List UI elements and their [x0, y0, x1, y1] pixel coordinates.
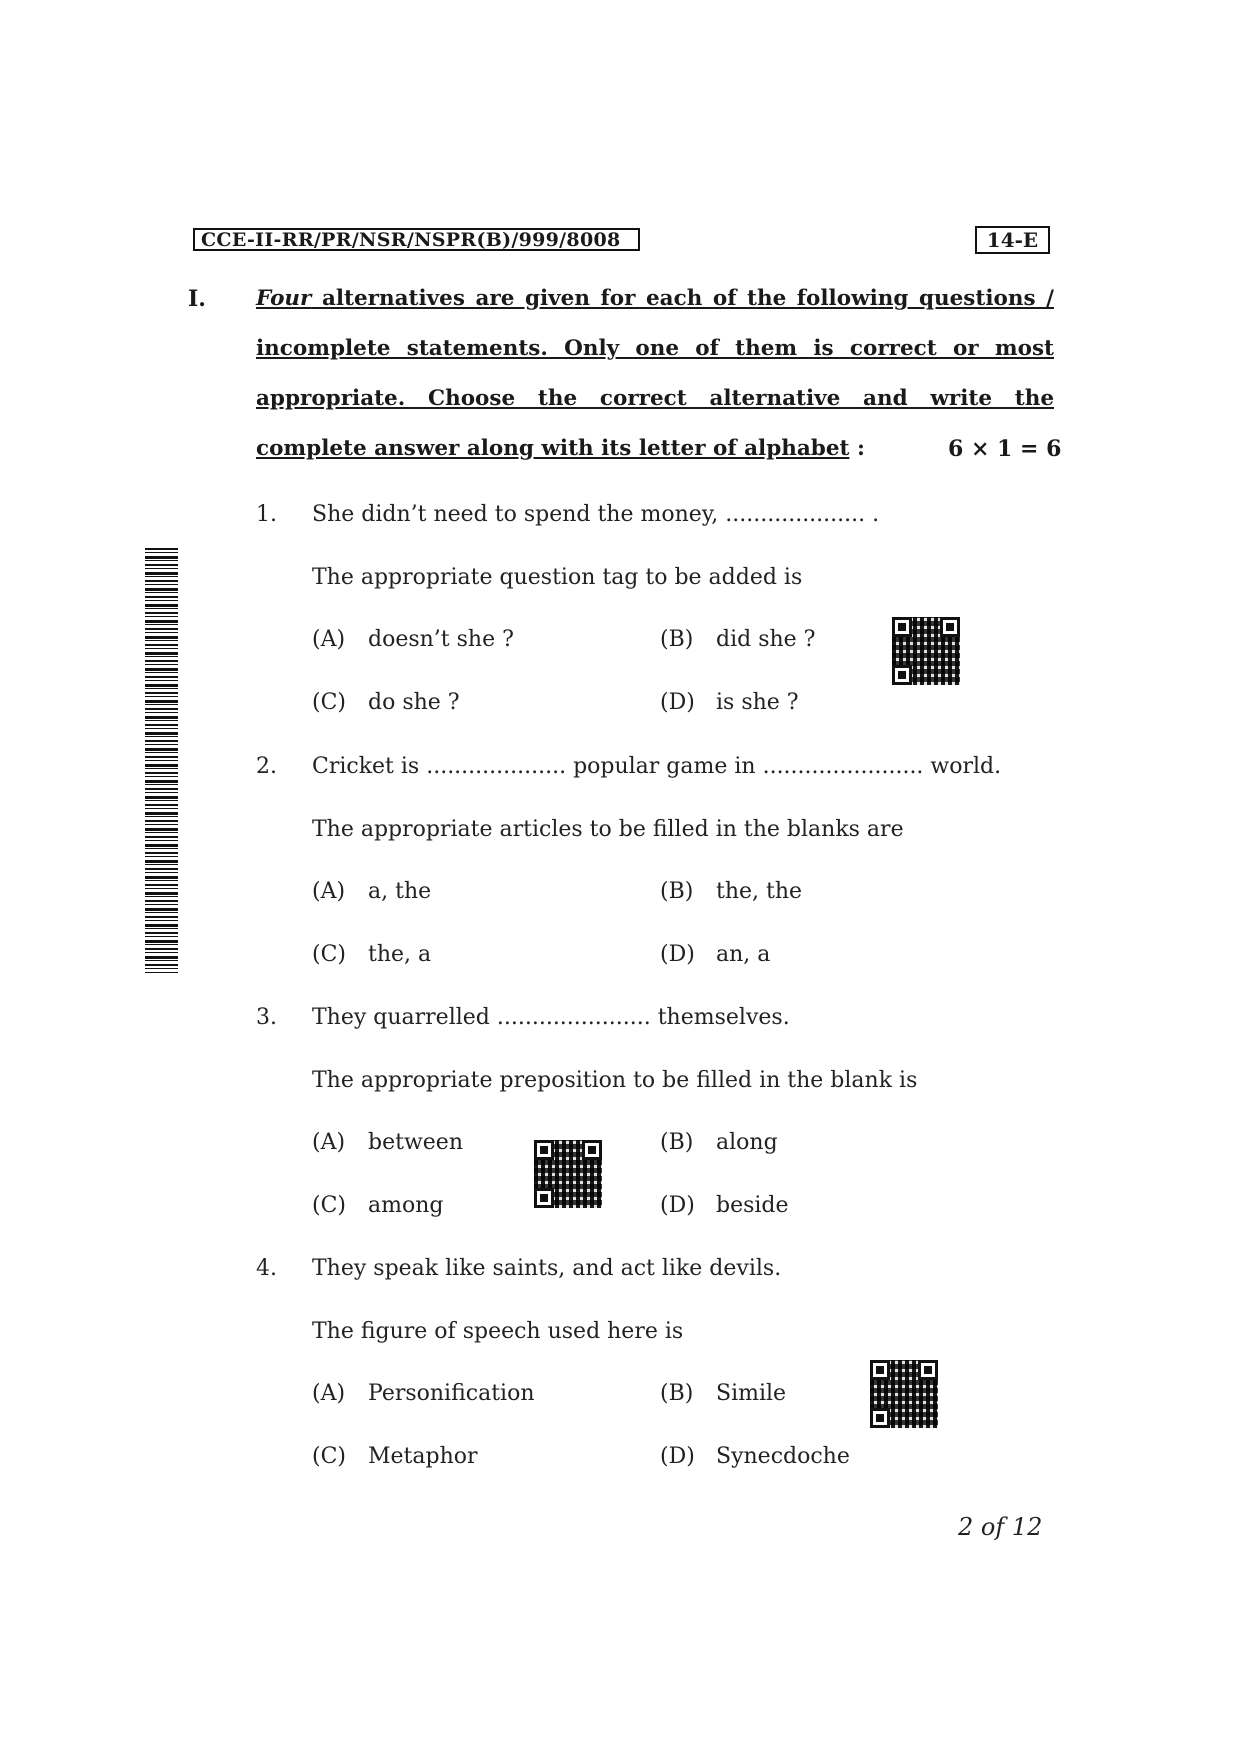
set-code: 14-E [975, 226, 1050, 254]
question-1-option-c-label: (C) [312, 690, 346, 715]
instruction-emphasis: Four [256, 286, 312, 311]
question-2-prompt: The appropriate articles to be filled in the blanks are [312, 817, 904, 842]
question-1-option-a: doesn’t she ? [368, 627, 514, 652]
qr-code [870, 1360, 938, 1428]
question-1-number: 1. [256, 502, 277, 527]
question-1-option-a-label: (A) [312, 627, 346, 652]
question-3-text: They quarrelled ...................... themselves. [312, 1005, 790, 1030]
instruction-colon: : [856, 436, 865, 461]
page-number: 2 of 12 [958, 1513, 1043, 1541]
instruction-line-1 [256, 286, 1054, 311]
question-2-option-c-label: (C) [312, 942, 346, 967]
question-3-option-d-label: (D) [660, 1193, 695, 1218]
section-number: I. [188, 286, 206, 312]
question-1-text: She didn’t need to spend the money, .................... . [312, 502, 880, 527]
question-1-option-d: is she ? [716, 690, 799, 715]
question-4-text: They speak like saints, and act like devils. [312, 1256, 782, 1281]
question-4-number: 4. [256, 1256, 277, 1281]
question-3-option-a: between [368, 1130, 463, 1155]
question-4-option-a-label: (A) [312, 1381, 346, 1406]
question-2-option-c: the, a [368, 942, 432, 967]
marks-scheme: 6 × 1 = 6 [948, 436, 1062, 462]
question-3-option-c-label: (C) [312, 1193, 346, 1218]
question-3-number: 3. [256, 1005, 277, 1030]
question-2-option-a-label: (A) [312, 879, 346, 904]
question-3-option-d: beside [716, 1193, 789, 1218]
question-4-option-c: Metaphor [368, 1444, 478, 1469]
question-2-text: Cricket is .................... popular game in ....................... world. [312, 754, 1002, 779]
qr-code [892, 617, 960, 685]
instruction-line-4 [256, 436, 865, 461]
question-2-option-d-label: (D) [660, 942, 695, 967]
question-2-option-a: a, the [368, 879, 432, 904]
instruction-line-1-text: alternatives are given for each of the following questions / [321, 286, 1054, 311]
question-1-option-b: did she ? [716, 627, 816, 652]
instruction-line-2: incomplete statements. Only one of them is correct or most [256, 336, 1054, 361]
question-4-option-b-label: (B) [660, 1381, 694, 1406]
question-2-option-b: the, the [716, 879, 803, 904]
question-1-prompt: The appropriate question tag to be added is [312, 565, 803, 590]
instruction-line-3: appropriate. Choose the correct alternative and write the [256, 386, 1054, 411]
question-3-option-c: among [368, 1193, 444, 1218]
question-3-option-a-label: (A) [312, 1130, 346, 1155]
qr-code [534, 1140, 602, 1208]
question-4-option-c-label: (C) [312, 1444, 346, 1469]
question-2-number: 2. [256, 754, 277, 779]
question-3-option-b-label: (B) [660, 1130, 694, 1155]
paper-code: CCE-II-RR/PR/NSR/NSPR(B)/999/8008 [193, 228, 640, 251]
question-3-prompt: The appropriate preposition to be filled in the blank is [312, 1068, 918, 1093]
question-4-prompt: The figure of speech used here is [312, 1319, 684, 1344]
question-4-option-d-label: (D) [660, 1444, 695, 1469]
question-3-option-b: along [716, 1130, 778, 1155]
question-4-option-a: Personification [368, 1381, 535, 1406]
question-2-option-b-label: (B) [660, 879, 694, 904]
question-1-option-c: do she ? [368, 690, 460, 715]
question-4-option-d: Synecdoche [716, 1444, 850, 1469]
question-2-option-d: an, a [716, 942, 771, 967]
instruction-line-4-text: complete answer along with its letter of alphabet [256, 436, 850, 461]
question-1-option-b-label: (B) [660, 627, 694, 652]
barcode [145, 548, 178, 973]
question-1-option-d-label: (D) [660, 690, 695, 715]
question-4-option-b: Simile [716, 1381, 787, 1406]
